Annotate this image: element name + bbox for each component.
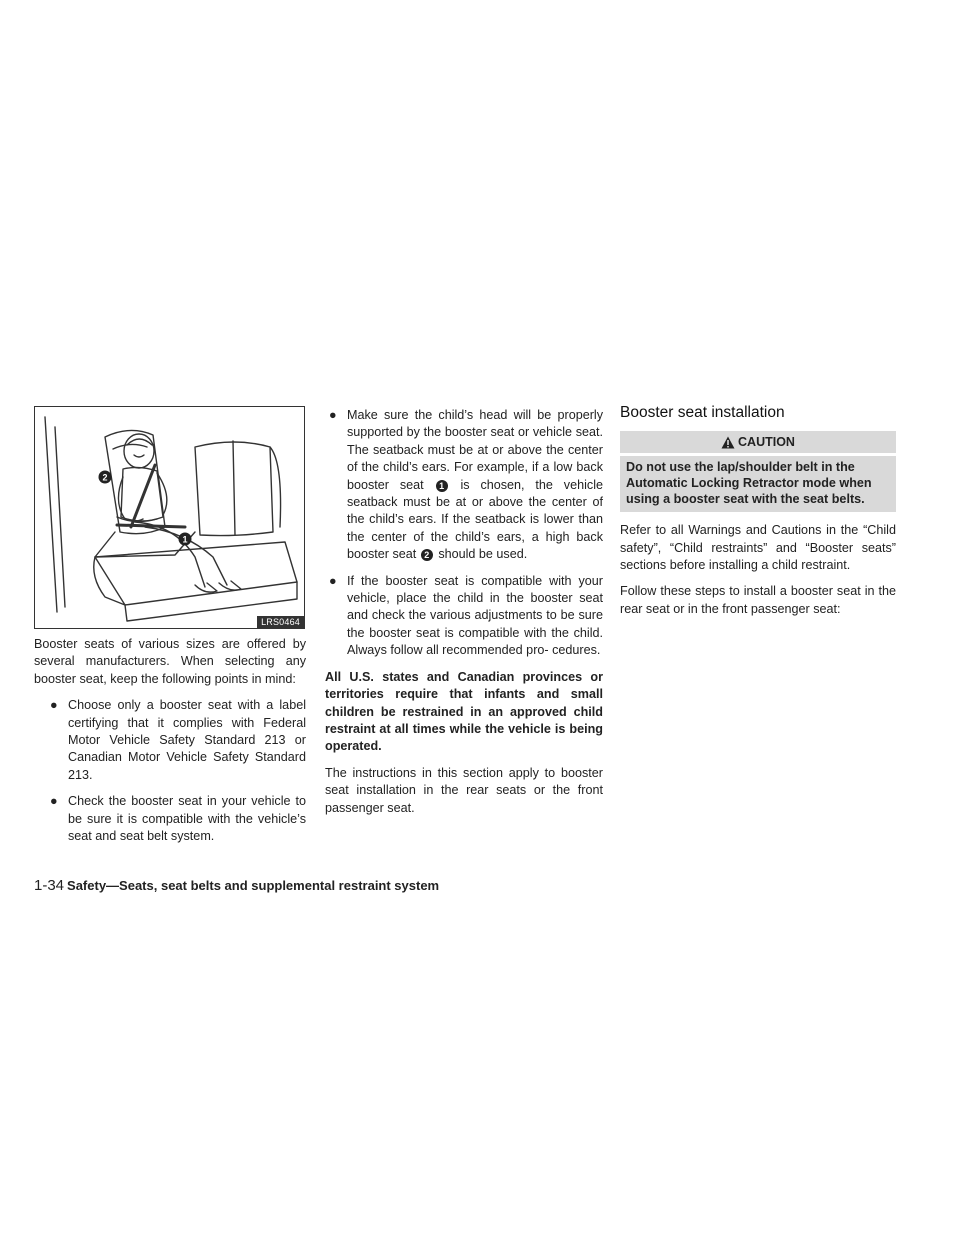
- list-item: [325, 407, 603, 564]
- booster-intro-paragraph: Booster seats of various sizes are offered by several manufacturers. When selecting any booster seat, keep the following points in mind:: [34, 637, 306, 686]
- figure-label: LRS0464: [257, 616, 304, 628]
- list-item: [46, 793, 306, 845]
- booster-seat-illustration: [34, 406, 305, 629]
- list-item-text-part: is chosen, the vehicle seatback must be at or above the center of the child’s ears. If the seatback is lower than the center of the child’s ears, a high back booster seat: [347, 477, 604, 562]
- svg-text:1: 1: [182, 534, 188, 545]
- column-2: [325, 407, 603, 826]
- caution-title: CAUTION: [738, 434, 795, 449]
- marker-2-ref: 2: [421, 549, 433, 561]
- fit-points-list: [325, 407, 603, 660]
- bullet-marker: ●: [329, 573, 337, 588]
- column-3: [620, 404, 896, 627]
- numbered-marker-1: [179, 533, 192, 546]
- list-item-text-part: Make sure the child’s head will be properly supported by the booster seat or vehicle seat. The seatback must be at or above the center of the child’s ears. For example, if a low back booster seat: [347, 408, 603, 492]
- list-item-text-part: should be used.: [438, 547, 528, 562]
- warning-triangle-icon: [721, 436, 735, 449]
- svg-text:2: 2: [102, 472, 108, 483]
- child-in-booster-seat-drawing: [35, 407, 304, 628]
- follow-steps-paragraph: Follow these steps to install a booster seat in the rear seat or in the front passenger seat:: [620, 584, 896, 616]
- bullet-marker: ●: [50, 698, 58, 713]
- list-item-text: Check the booster seat in your vehicle to be sure it is compatible with the vehicle’s seat and seat belt system.: [68, 794, 306, 844]
- marker-1-ref: 1: [436, 480, 448, 492]
- page-footer: [34, 877, 439, 894]
- chapter-title: Safety—Seats, seat belts and supplemental restraint system: [67, 878, 440, 893]
- list-item: [46, 697, 306, 784]
- page-number: 1-34: [34, 877, 65, 894]
- instructions-scope-paragraph: The instructions in this section apply to booster seat installation in the rear seats or the front passenger seat.: [325, 765, 603, 815]
- caution-header: [620, 431, 896, 453]
- list-item-text: Choose only a booster seat with a label certifying that it complies with Federal Motor Vehicle Safety Standard 213 or Canadian Motor Vehicle Safety Standard 213.: [68, 698, 306, 782]
- refer-warnings-paragraph: Refer to all Warnings and Cautions in the “Child safety”, “Child restraints” and “Booster seats” sections before installing a child restraint.: [620, 523, 896, 572]
- list-item: [325, 573, 603, 660]
- selection-points-list: [46, 697, 306, 845]
- numbered-marker-2: [99, 471, 112, 484]
- caution-text: Do not use the lap/shoulder belt in the Automatic Locking Retractor mode when using a booster seat with the seat belts.: [620, 456, 896, 512]
- column-1: [34, 636, 306, 854]
- bullet-marker: ●: [50, 794, 58, 809]
- section-heading: Booster seat installation: [620, 404, 785, 421]
- list-item-text: If the booster seat is compatible with your vehicle, place the child in the booster seat and check the various adjustments to be sure the booster seat is compatible with the child. Always follow all recommended pro- cedures.: [347, 573, 603, 658]
- legal-requirement-paragraph: All U.S. states and Canadian provinces or territories require that infants and small children be restrained in an approved child restraint at all times while the vehicle is being operated.: [325, 669, 603, 754]
- bullet-marker: ●: [329, 408, 337, 422]
